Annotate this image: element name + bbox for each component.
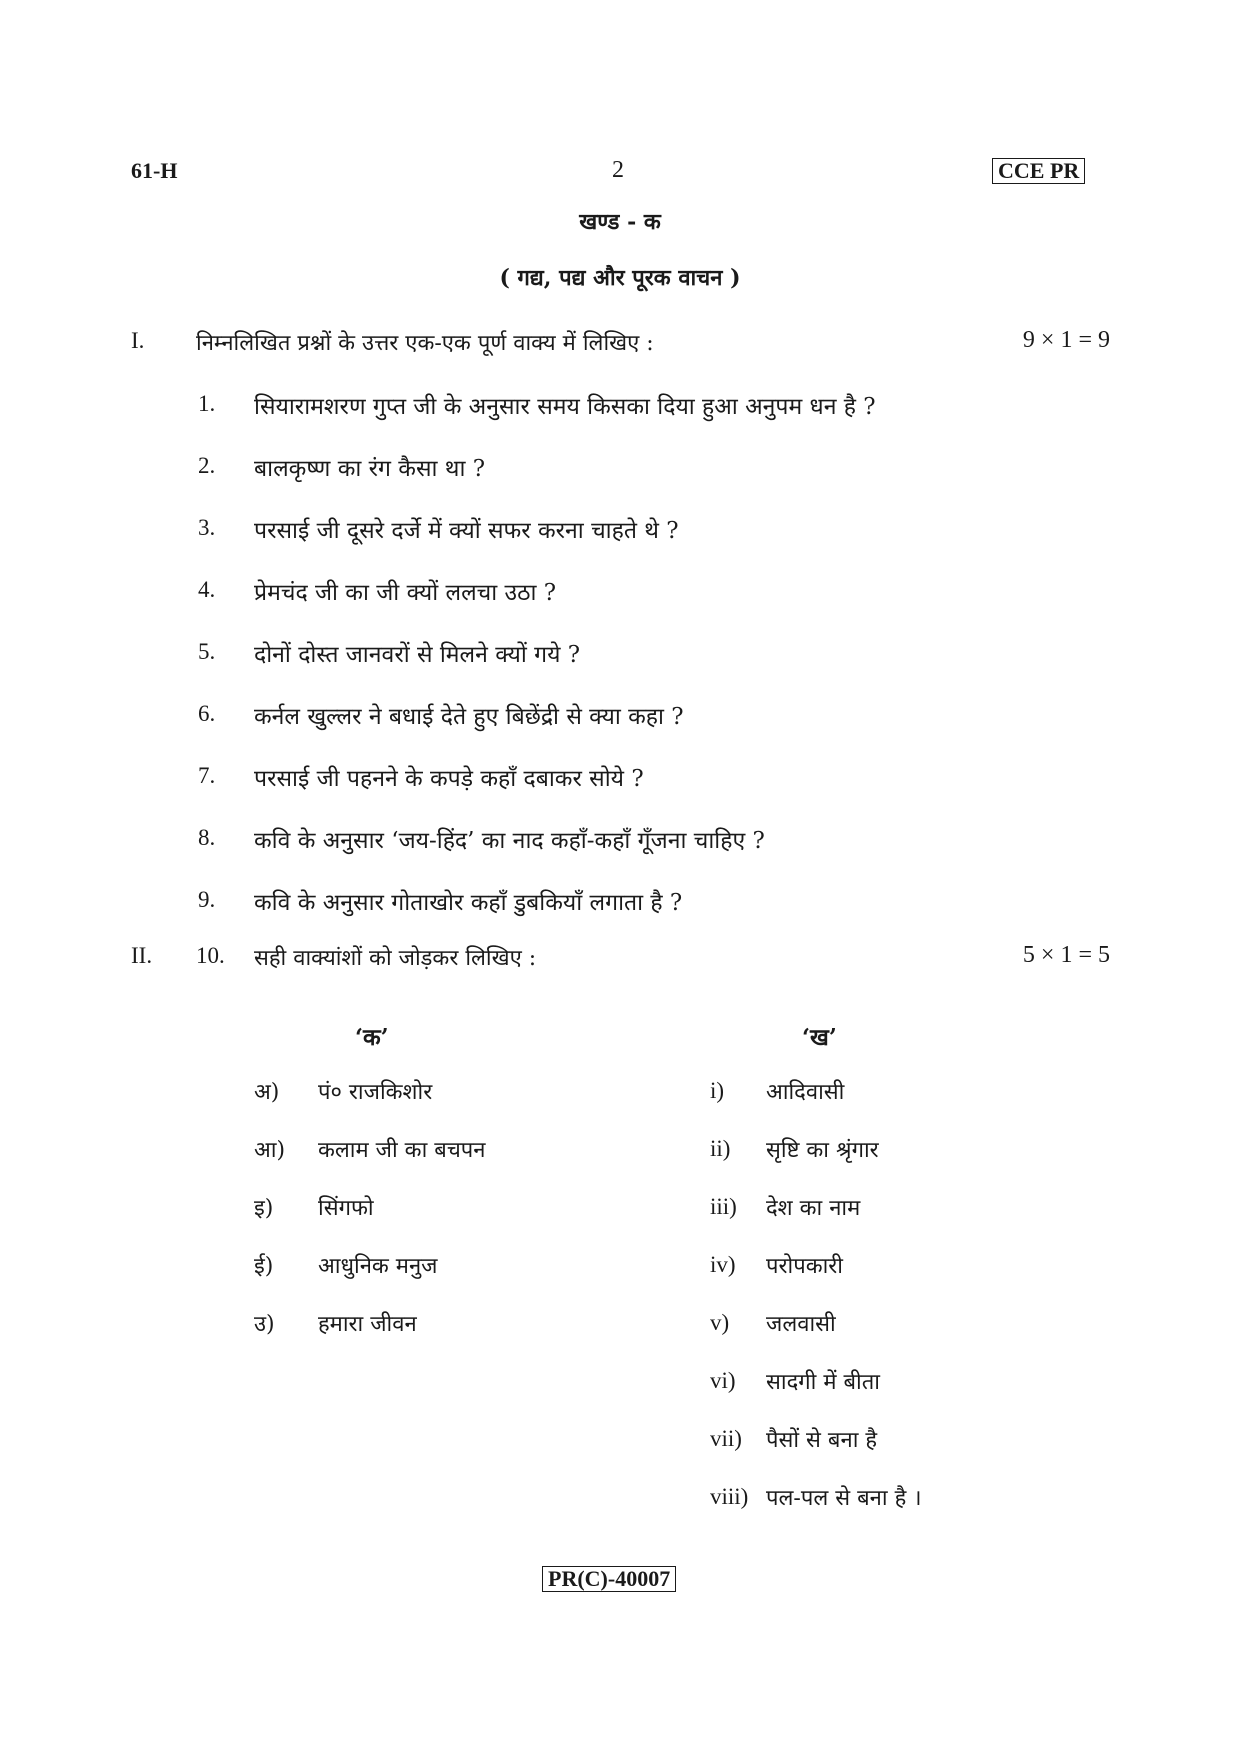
question-number: 7.: [198, 763, 216, 788]
question-text: कर्नल खुल्लर ने बधाई देते हुए बिछेंद्री से क्या कहा ?: [254, 704, 684, 730]
match-b-text: जलवासी: [766, 1312, 836, 1337]
match-a-text: हमारा जीवन: [318, 1312, 417, 1337]
match-a-text: कलाम जी का बचपन: [318, 1138, 486, 1163]
match-a-label: अ): [254, 1080, 280, 1105]
section-title: खण्ड - क: [579, 209, 661, 235]
question-text: कवि के अनुसार ‘जय-हिंद’ का नाद कहाँ-कहाँ गूँजना चाहिए ?: [254, 828, 765, 854]
match-a-text: आधुनिक मनुज: [318, 1254, 438, 1279]
match-a-label: उ): [254, 1312, 275, 1337]
match-a-label: ई): [254, 1254, 274, 1279]
question-number: 3.: [198, 515, 216, 540]
match-b-text: सादगी में बीता: [766, 1370, 880, 1395]
match-b-label: ii): [710, 1136, 731, 1161]
match-b-label: iv): [710, 1252, 736, 1277]
question-text: सियारामशरण गुप्त जी के अनुसार समय किसका दिया हुआ अनुपम धन है ?: [254, 394, 876, 420]
match-b-label: vii): [710, 1426, 742, 1451]
match-a-label: इ): [254, 1196, 274, 1221]
question-text: दोनों दोस्त जानवरों से मिलने क्यों गये ?: [254, 642, 581, 668]
part-2-roman: II.: [131, 943, 153, 968]
part-1-instruction: निम्नलिखित प्रश्नों के उत्तर एक-एक पूर्ण वाक्य में लिखिए :: [196, 331, 654, 356]
part-1-roman: I.: [131, 328, 145, 353]
match-a-text: सिंगफो: [318, 1196, 374, 1221]
match-a-label: आ): [254, 1138, 286, 1163]
match-b-label: vi): [710, 1368, 736, 1393]
match-b-text: परोपकारी: [766, 1254, 843, 1279]
question-text: प्रेमचंद जी का जी क्यों ललचा उठा ?: [254, 580, 557, 606]
footer-code-box: PR(C)-40007: [542, 1566, 676, 1592]
question-number: 6.: [198, 701, 216, 726]
match-a-text: पं० राजकिशोर: [318, 1080, 433, 1105]
question-number: 5.: [198, 639, 216, 664]
section-subtitle: ( गद्य, पद्य और पूरक वाचन ): [499, 265, 741, 291]
question-number: 4.: [198, 577, 216, 602]
paper-code: 61-H: [131, 158, 178, 183]
match-b-label: v): [710, 1310, 730, 1335]
question-number: 2.: [198, 453, 216, 478]
question-number: 1.: [198, 391, 216, 416]
match-b-text: सृष्टि का श्रृंगार: [766, 1138, 879, 1163]
question-number: 9.: [198, 887, 216, 912]
part-2-instruction: सही वाक्यांशों को जोड़कर लिखिए :: [254, 946, 537, 971]
match-b-label: iii): [710, 1194, 737, 1219]
question-number: 10.: [196, 943, 225, 968]
question-text: कवि के अनुसार गोताखोर कहाँ डुबकियाँ लगाता है ?: [254, 890, 683, 916]
column-a-heading: ‘क’: [355, 1024, 389, 1051]
match-b-label: viii): [710, 1484, 749, 1509]
question-number: 8.: [198, 825, 216, 850]
part-2-marks: 5 × 1 = 5: [1022, 942, 1110, 968]
page-number: 2: [612, 157, 624, 183]
match-b-text: पैसों से बना है: [766, 1428, 878, 1453]
column-b-heading: ‘ख’: [802, 1024, 837, 1051]
question-text: बालकृष्ण का रंग कैसा था ?: [254, 456, 486, 482]
question-text: परसाई जी पहनने के कपड़े कहाँ दबाकर सोये ?: [254, 766, 644, 792]
match-b-text: देश का नाम: [766, 1196, 861, 1221]
question-text: परसाई जी दूसरे दर्जे में क्यों सफर करना चाहते थे ?: [254, 518, 679, 544]
match-b-label: i): [710, 1078, 725, 1103]
match-b-text: आदिवासी: [766, 1080, 845, 1105]
exam-code-box: CCE PR: [992, 158, 1085, 184]
match-b-text: पल-पल से बना है ।: [766, 1486, 922, 1511]
part-1-marks: 9 × 1 = 9: [1022, 327, 1110, 353]
